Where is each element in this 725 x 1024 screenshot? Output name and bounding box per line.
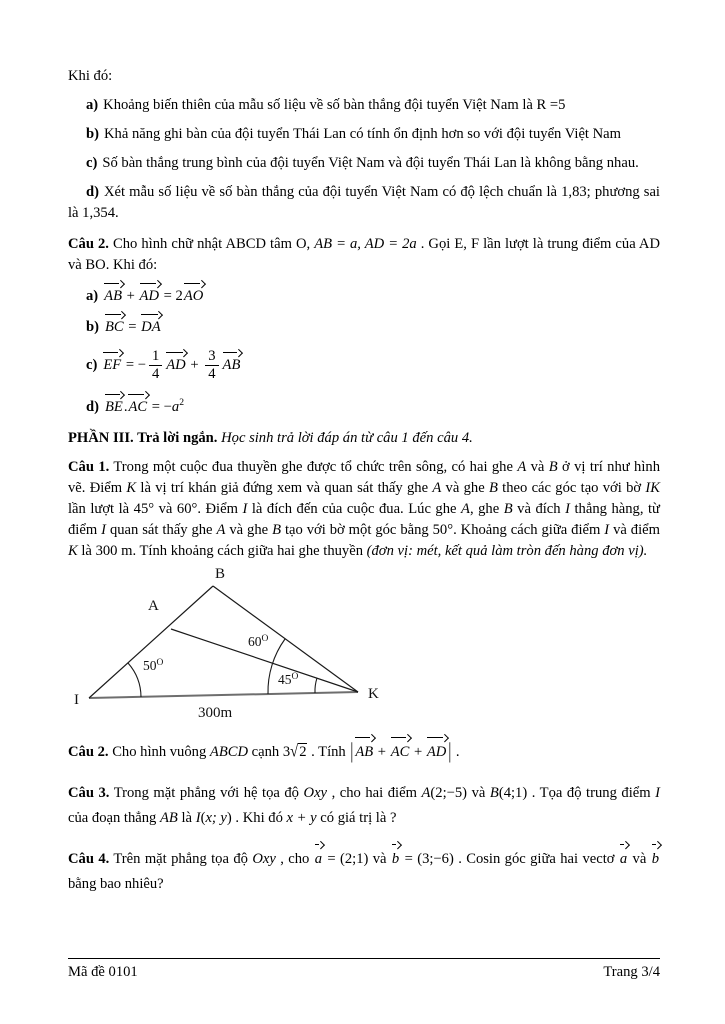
cau2-square: Câu 2. Cho hình vuông ABCD cạnh 3√2 . Tính | AB + AC + AD | . <box>68 740 460 765</box>
statement-d-label: d) <box>86 184 99 200</box>
fraction: $\frac{1}{4}$ <box>149 348 162 383</box>
vector-term: AB <box>354 740 374 765</box>
statement-d-text: Xét mẫu số liệu về số bàn thắng của đội tuyển Việt Nam có độ lệch chuẩn là 1,83; phương sai là 1,354. <box>68 184 660 221</box>
page-number: Trang 3/4 <box>603 964 660 980</box>
vector-statement-d-formula: $BE.AC = -a^2$ <box>104 399 184 415</box>
point-label-A: A <box>148 598 159 615</box>
khi-do-intro: Khi đó: <box>68 68 113 84</box>
angle-label-45: $45^O$ <box>278 672 299 688</box>
vector-term: AC <box>390 740 411 765</box>
point-label-I: I <box>74 692 79 709</box>
vector-term: AB <box>103 286 123 307</box>
base-length-label: 300m <box>198 705 233 722</box>
cau2-rect-intro: Câu 2. Cho hình chữ nhật ABCD tâm O, AB = a, AD = 2a . Gọi E, F lần lượt là trung điểm của AD và BO. Khi đó: <box>68 236 660 273</box>
vector-statement-b <box>86 313 660 338</box>
vector-statement-c-formula: EF = − $\frac{1}{4}$ AD + $\frac{3}{4}$ AB <box>103 348 241 382</box>
vector-term: b <box>391 847 400 872</box>
statement-a <box>68 95 660 116</box>
angle-arc-45 <box>315 678 317 693</box>
statement-b-text: Khả năng ghi bàn của đội tuyển Thái Lan có tính ổn định hơn so với đội tuyển Việt Nam <box>103 126 621 142</box>
statement-b <box>68 124 660 145</box>
angle-arc-50 <box>128 663 141 697</box>
vector-term: a <box>314 847 323 872</box>
vector-term: BC <box>104 317 125 338</box>
vector-statement-b-formula: BC = DA <box>104 319 162 335</box>
vector-statement-a <box>86 282 660 307</box>
statement-c-text: Số bàn thắng trung bình của đội tuyển Việt Nam và đội tuyển Thái Lan là không bằng nhau. <box>102 155 639 171</box>
angle-label-60: $60^O$ <box>248 634 269 650</box>
vector-statement-a-label: a) <box>86 288 99 304</box>
point-label-B: B <box>215 566 226 583</box>
vector-term: AD <box>139 286 160 307</box>
radical: √2 <box>290 743 307 762</box>
statement-c-label: c) <box>86 155 98 171</box>
statement-a-label: a) <box>86 97 99 113</box>
cau1-paragraph: Câu 1. Trong một cuộc đua thuyền ghe được tổ chức trên sông, có hai ghe A và B ở vị trí như hình vẽ. Điểm K là vị trí khán giả đứng xem và quan sát thấy ghe A và ghe B theo các góc tạo với bờ IK lần lượt là 45° và 60°. Điểm I là đích đến của cuộc đua. Lúc ghe A, ghe B và đích I thẳng hàng, từ điểm I quan sát thấy ghe A và ghe B tạo với bờ một góc bằng 50°. Khoảng cách giữa điểm I và điểm K là 300 m. Tính khoảng cách giữa hai ghe thuyền (đơn vị: mét, kết quả làm tròn đến hàng đơn vị). <box>68 459 661 560</box>
page-content <box>68 66 660 897</box>
vector-term: AD <box>426 740 447 765</box>
fraction: $\frac{3}{4}$ <box>205 348 218 383</box>
statement-b-label: b) <box>86 126 99 142</box>
vector-term: DA <box>140 317 161 338</box>
vector-term: AO <box>183 286 204 307</box>
line-IK <box>89 692 358 698</box>
cau3-paragraph: Câu 3. Trong mặt phẳng với hệ tọa độ Oxy , cho hai điểm A(2;−5) và B(4;1) . Tọa độ trung điểm I của đoạn thẳng AB là I(x; y) . Khi đó x + y có giá trị là ? <box>68 785 661 827</box>
exam-code: Mã đề 0101 <box>68 964 138 980</box>
vector-term: EF <box>102 355 122 376</box>
page-footer <box>68 958 660 983</box>
vector-statement-d-label: d) <box>86 399 99 416</box>
vector-term: a <box>619 847 628 872</box>
vector-statement-c <box>86 344 660 383</box>
vector-statement-c-label: c) <box>86 356 98 373</box>
vector-statement-b-label: b) <box>86 319 99 335</box>
vector-statement-d <box>86 389 660 419</box>
phan3-heading: PHẦN III. Trả lời ngắn. Học sinh trả lời đáp án từ câu 1 đến câu 4. <box>68 430 473 447</box>
cau4-paragraph: Câu 4. Trên mặt phẳng tọa độ Oxy , cho a = (2;1) và b = (3;−6) . Cosin góc giữa hai vectơ a và b bằng bao nhiêu? <box>68 847 660 897</box>
vector-term: AC <box>127 397 148 418</box>
statement-d <box>68 182 660 224</box>
vector-term: b <box>651 847 660 872</box>
vector-term: AD <box>165 355 186 376</box>
vector-term: BE <box>104 397 124 418</box>
boat-diagram <box>60 564 400 724</box>
vector-term: AB <box>222 355 242 376</box>
statement-a-text: Khoảng biến thiên của mẫu số liệu về số bàn thắng đội tuyển Việt Nam là R =5 <box>103 97 566 113</box>
vector-statement-a-formula: AB + AD = 2AO <box>103 288 204 304</box>
angle-label-50: $50^O$ <box>143 658 164 674</box>
point-label-K: K <box>368 686 379 703</box>
statement-c <box>68 153 660 174</box>
